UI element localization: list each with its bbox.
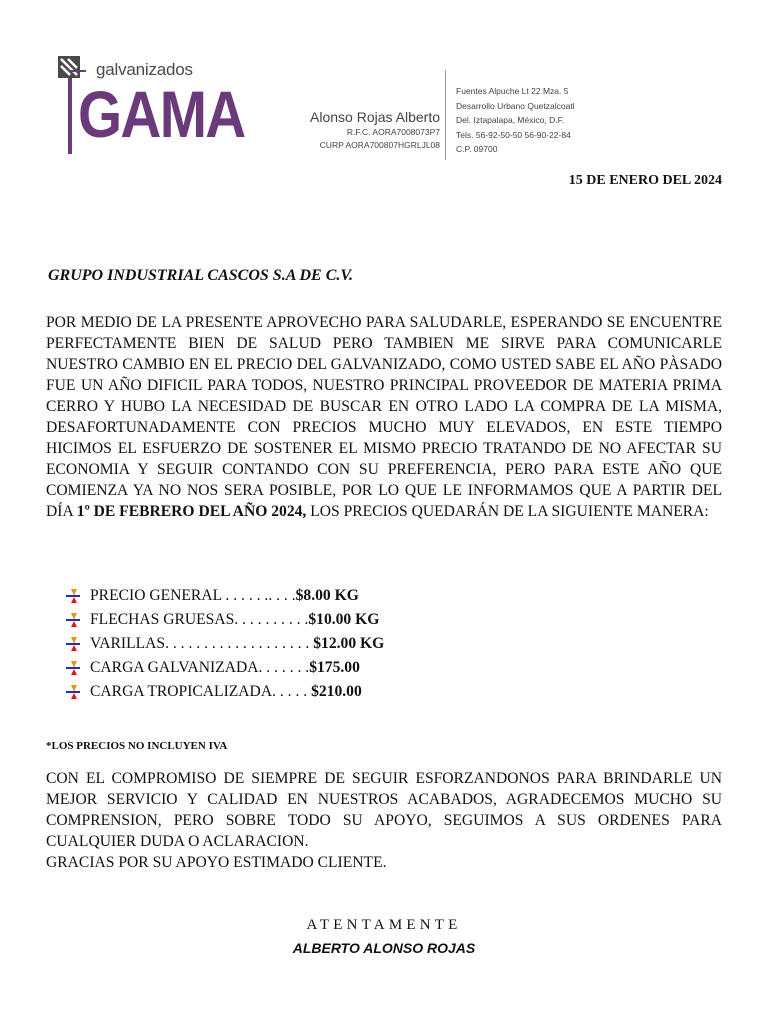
list-item: [64, 608, 384, 632]
addressee: GRUPO INDUSTRIAL CASCOS S.A DE C.V.: [48, 267, 353, 284]
price-item-label: CARGA TROPICALIZADA. . . . .: [90, 683, 312, 700]
pushpin-bullet-icon: [64, 661, 84, 675]
price-list: [64, 584, 384, 704]
price-item-value: $175.00: [309, 659, 360, 676]
body-paragraph-intro: [46, 312, 722, 522]
list-item: [64, 584, 384, 608]
closing-text: CON EL COMPROMISO DE SIEMPRE DE SEGUIR ESFORZANDONOS PARA BRINDARLE UN MEJOR SERVICIO Y CALIDAD EN NUESTROS ACABADOS, AGRADECEMOS MUCHO SU COMPRENSION, PERO SOBRE TODO SU APOYO, SEGUIMOS A SUS ORDENES PARA CUALQUIER DUDA O ACLARACION.: [46, 770, 722, 850]
pushpin-bullet-icon: [64, 685, 84, 699]
issuer-curp: CURP AORA700807HGRLJL08: [319, 140, 440, 150]
company-logo: [56, 56, 245, 156]
pushpin-bullet-icon: [64, 613, 84, 627]
logo-brand: GAMA: [78, 77, 245, 151]
price-item-value: $210.00: [311, 683, 362, 700]
issuer-name: Alonso Rojas Alberto: [310, 109, 440, 125]
issuer-rfc: R.F.C. AORA7008073P7: [346, 127, 440, 137]
logo-word: galvanizados: [96, 60, 193, 79]
intro-text-end: LOS PRECIOS QUEDARÁN DE LA SIGUIENTE MANERA:: [306, 503, 709, 520]
list-item: [64, 632, 384, 656]
price-item-value: $8.00 KG: [295, 587, 359, 604]
pushpin-bullet-icon: [64, 637, 84, 651]
body-paragraph-closing: [46, 768, 722, 873]
issuer-address: [456, 84, 575, 157]
thanks-line: GRACIAS POR SU APOYO ESTIMADO CLIENTE.: [46, 854, 387, 871]
price-item-label: CARGA GALVANIZADA. . . . . . .: [90, 659, 310, 676]
price-item-label: VARILLAS. . . . . . . . . . . . . . . . . . .: [90, 635, 314, 652]
address-line: Tels. 56-92-50-50 56-90-22-84: [456, 129, 571, 140]
price-item-label: FLECHAS GRUESAS. . . . . . . . . .: [90, 611, 309, 628]
effective-date: 1º DE FEBRERO DEL AÑO 2024,: [76, 503, 307, 520]
letter-date: 15 DE ENERO DEL 2024: [568, 173, 722, 188]
address-line: Desarrollo Urbano Quetzalcoatl: [456, 100, 575, 111]
closing-salutation: ATENTAMENTE: [306, 917, 462, 933]
list-item: [64, 680, 384, 704]
letterhead-divider: [445, 70, 446, 160]
pushpin-bullet-icon: [64, 589, 84, 603]
tax-note: *LOS PRECIOS NO INCLUYEN IVA: [46, 740, 228, 752]
address-line: Fuentes Alpuche Lt 22 Mza. 5: [456, 86, 569, 96]
address-line: Del. Iztapalapa, México, D.F.: [456, 115, 565, 125]
issuer-block: [300, 108, 440, 152]
list-item: [64, 656, 384, 680]
price-item-label: PRECIO GENERAL . . . . . .. . . .: [90, 587, 296, 604]
signer-name: ALBERTO ALONSO ROJAS: [292, 940, 476, 956]
price-item-value: $12.00 KG: [313, 635, 385, 652]
price-item-value: $10.00 KG: [308, 611, 380, 628]
address-line: C.P. 09700: [456, 144, 498, 154]
intro-text: POR MEDIO DE LA PRESENTE APROVECHO PARA SALUDARLE, ESPERANDO SE ENCUENTRE PERFECTAMENTE BIEN DE SALUD PERO TAMBIEN ME SIRVE PARA COMUNICARLE NUESTRO CAMBIO EN EL PRECIO DEL GALVANIZADO, COMO USTED SABE EL AÑO PÀSADO FUE UN AÑO DIFICIL PARA TODOS, NUESTRO PRINCIPAL PROVEEDOR DE MATERIA PRIMA CERRO Y HUBO LA NECESIDAD DE BUSCAR EN OTRO LADO LA COMPRA DE LA MISMA, DESAFORTUNADAMENTE CON PRECIOS MUCHO MUY ELEVADOS, EN ESTE TIEMPO HICIMOS EL ESFUERZO DE SOSTENER EL MISMO PRECIO TRATANDO DE NO AFECTAR SU ECONOMIA Y SEGUIR CONTANDO CON SU PREFERENCIA, PERO PARA ESTE AÑO QUE COMIENZA YA NO NOS SERA POSIBLE, POR LO QUE LE INFORMAMOS QUE A PARTIR DEL DÍA: [46, 314, 722, 520]
